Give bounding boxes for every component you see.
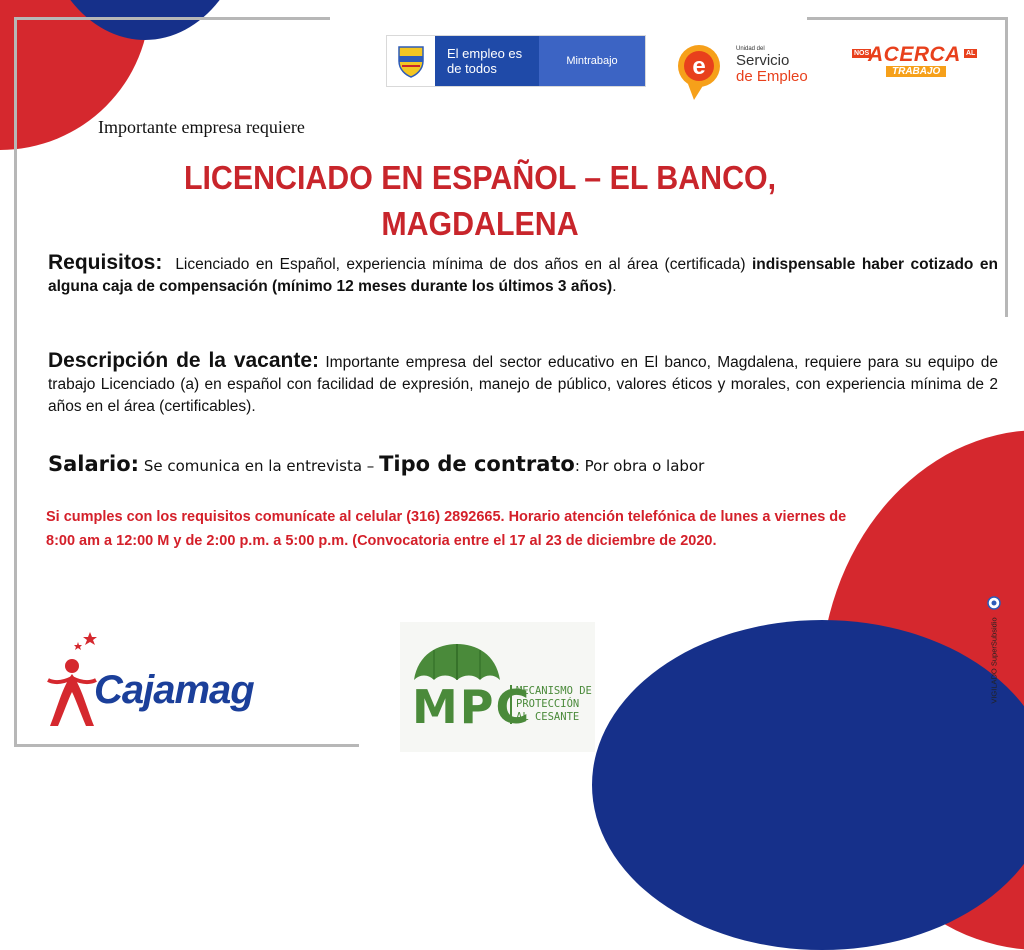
contrato-text: : Por obra o labor — [574, 457, 705, 475]
umbrella-icon — [412, 642, 502, 684]
requisitos-section — [48, 252, 998, 298]
cajamag-name: Cajamag — [94, 668, 254, 712]
vigilado-badge — [987, 596, 1001, 736]
mpc-line2: PROTECCIÓN — [516, 698, 580, 710]
salario-text: Se comunica en la entrevista – — [143, 457, 375, 475]
mintrabajo-logo — [386, 35, 646, 87]
intro-text: Importante empresa requiere — [98, 117, 305, 137]
frame-left-line — [14, 17, 17, 747]
vigilado-text: VIGILADO SuperSubsidio — [989, 617, 999, 704]
nos-acerca-al-trabajo-logo — [852, 43, 980, 83]
salario-label: Salario — [48, 452, 131, 476]
acerca-bottom: TRABAJO — [886, 66, 946, 77]
cajamag-logo — [42, 628, 322, 738]
requisitos-bold-text: indispensable haber cotizado en alguna caja de compensación (mínimo 12 meses durante los últimos 3 años) — [48, 256, 998, 295]
servicio-empleo-line2: de Empleo — [736, 68, 808, 85]
mpc-letters: MPC — [412, 680, 532, 734]
frame-right-line — [1005, 17, 1008, 317]
cajamag-figure-icon — [42, 628, 102, 733]
contrato-label: Tipo de contrato — [379, 452, 575, 476]
descripcion-section — [48, 350, 998, 418]
frame-bottom-line — [14, 744, 359, 747]
acerca-prefix: NOS — [854, 50, 870, 57]
mintrabajo-slogan: El empleo es de todos — [435, 36, 539, 86]
requisitos-end: . — [612, 278, 617, 295]
svg-text:e: e — [692, 53, 706, 80]
mpc-description — [510, 685, 595, 724]
frame-top-right-line — [807, 17, 1007, 20]
contact-info: Si cumples con los requisitos comunícate al celular (316) 2892665. Horario atención telefónica de lunes a viernes de 8:00 am a 12:00 M y de 2:00 p.m. a 5:00 p.m. (Convocatoria entre el 17 al 23 de diciembre de 2020. — [46, 509, 847, 549]
colombia-shield-icon — [387, 36, 435, 86]
mpc-logo — [400, 622, 595, 752]
job-title: LICENCIADO EN ESPAÑOL – EL BANCO, MAGDALENA — [183, 159, 777, 242]
servicio-empleo-line1: Servicio — [736, 52, 790, 69]
salario-colon: : — [130, 452, 140, 476]
mpc-line3: AL CESANTE — [516, 711, 580, 723]
bottom-right-navy-circle — [592, 620, 1024, 950]
servicio-empleo-logo — [676, 40, 836, 102]
requisitos-label: Requisitos: — [48, 251, 163, 274]
descripcion-label: Descripción de la vacante: — [48, 349, 320, 372]
requisitos-text: Licenciado en Español, experiencia mínima de dos años en al área (certificada) — [175, 256, 746, 273]
mintrabajo-name: Mintrabajo — [539, 36, 645, 86]
frame-top-left-line — [14, 17, 330, 20]
acerca-main: ACERCA — [868, 43, 961, 66]
salario-section — [48, 453, 998, 477]
mpc-line1: MECANISMO DE — [516, 685, 592, 697]
servicio-empleo-small: Unidad del — [736, 46, 765, 52]
descripcion-text: Importante empresa del sector educativo en El banco, Magdalena, requiere para su equipo de trabajo Licenciado (a) en español con facilidad de expresión, manejo de público, valores éticos y morales, con experiencia mínima de 2 años en el área (certificables). — [48, 354, 998, 415]
servicio-empleo-e-icon — [676, 40, 722, 102]
acerca-suffix: AL — [966, 50, 976, 57]
